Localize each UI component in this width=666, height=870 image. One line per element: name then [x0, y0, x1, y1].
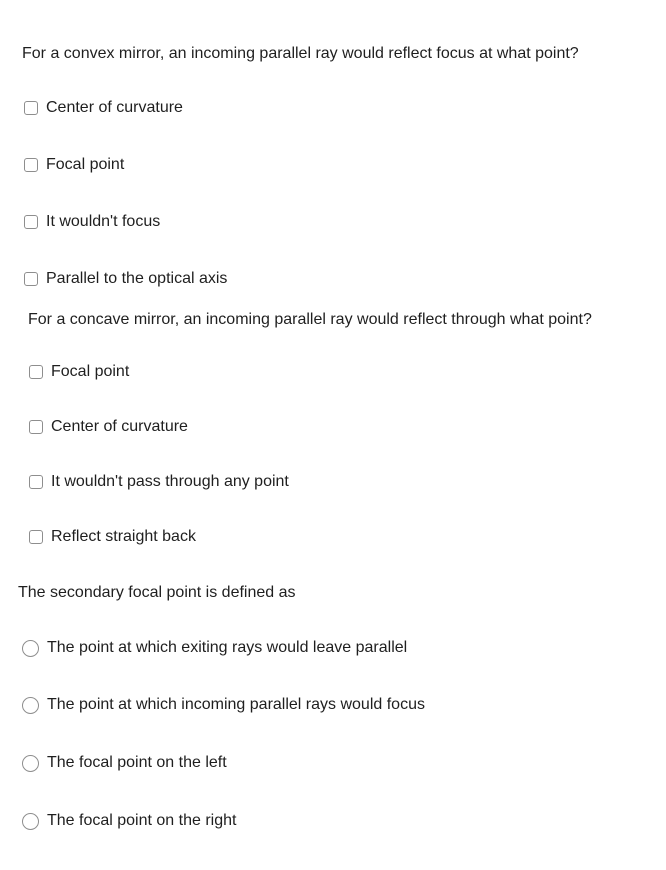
option-label: Center of curvature: [51, 418, 188, 435]
option-label: It wouldn't pass through any point: [51, 473, 289, 490]
option-label: Focal point: [51, 363, 130, 380]
question-2-option-1[interactable]: [29, 362, 129, 382]
option-label: Center of curvature: [46, 99, 183, 116]
question-2-text: For a concave mirror, an incoming parallel ray would reflect through what point?: [28, 311, 592, 328]
option-label: Parallel to the optical axis: [46, 270, 228, 287]
option-label: It wouldn't focus: [46, 213, 161, 230]
question-1-text: For a convex mirror, an incoming parallel ray would reflect focus at what point?: [22, 45, 579, 62]
checkbox[interactable]: [29, 365, 43, 379]
radio-button[interactable]: [22, 697, 39, 714]
question-1-option-1[interactable]: [24, 98, 183, 118]
question-3-option-4[interactable]: [22, 811, 236, 831]
checkbox[interactable]: [24, 158, 38, 172]
question-3-text: The secondary focal point is defined as: [18, 584, 296, 601]
checkbox[interactable]: [24, 215, 38, 229]
question-2-option-4[interactable]: [29, 527, 196, 547]
option-label: The point at which incoming parallel rays would focus: [47, 696, 425, 713]
option-label: The point at which exiting rays would leave parallel: [47, 639, 408, 656]
checkbox[interactable]: [24, 101, 38, 115]
checkbox[interactable]: [24, 272, 38, 286]
checkbox[interactable]: [29, 420, 43, 434]
question-3-option-3[interactable]: [22, 753, 227, 773]
option-label: Focal point: [46, 156, 125, 173]
question-1-option-3[interactable]: [24, 212, 160, 232]
radio-button[interactable]: [22, 813, 39, 830]
question-1-option-2[interactable]: [24, 155, 124, 175]
option-label: The focal point on the right: [47, 812, 237, 829]
checkbox[interactable]: [29, 475, 43, 489]
radio-button[interactable]: [22, 755, 39, 772]
option-label: The focal point on the left: [47, 754, 227, 771]
question-1-option-4[interactable]: [24, 269, 227, 289]
option-label: Reflect straight back: [51, 528, 196, 545]
checkbox[interactable]: [29, 530, 43, 544]
question-3-option-1[interactable]: [22, 638, 407, 658]
radio-button[interactable]: [22, 640, 39, 657]
question-3-option-2[interactable]: [22, 695, 425, 715]
question-2-option-3[interactable]: [29, 472, 289, 492]
question-2-option-2[interactable]: [29, 417, 188, 437]
